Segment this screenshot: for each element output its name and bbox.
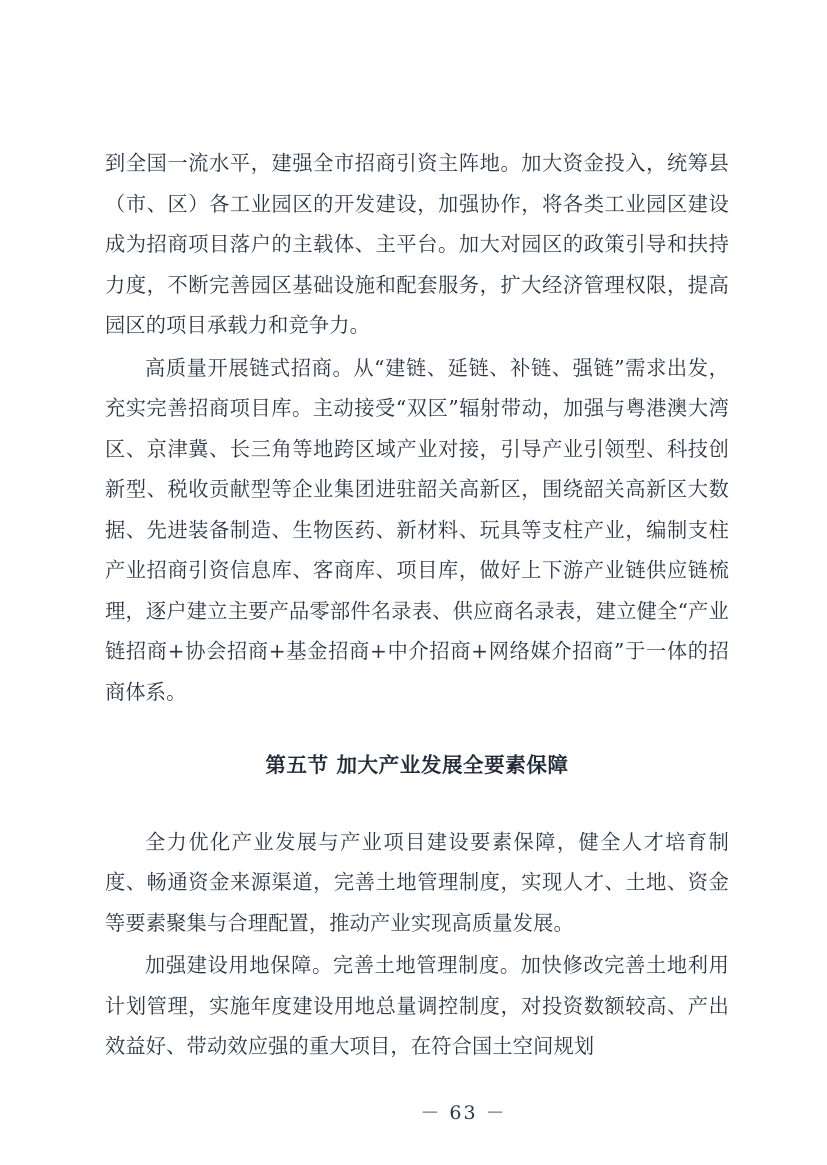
page-body (105, 143, 729, 1067)
paragraph-3: 全力优化产业发展与产业项目建设要素保障，健全人才培育制度、畅通资金来源渠道，完善土地管理制度，实现人才、土地、资金等要素聚集与合理配置，推动产业实现高质量发展。 (105, 829, 729, 935)
paragraph-2: 高质量开展链式招商。从“建链、延链、补链、强链”需求出发，充实完善招商项目库。主动接受“双区”辐射带动，加强与粤港澳大湾区、京津冀、长三角等地跨区域产业对接，引导产业引领型、科技创新型、税收贡献型等企业集团进驻韶关高新区，围绕韶关高新区大数据、先进装备制造、生物医药、新材料、玩具等支柱产业，编制支柱产业招商引资信息库、客商库、项目库，做好上下游产业链供应链梳理，逐户建立主要产品零部件名录表、供应商名录表，建立健全“产业链招商+协会招商+基金招商+中介招商+网络媒介招商”于一体的招商体系。 (105, 355, 729, 704)
paragraph-4: 加强建设用地保障。完善土地管理制度。加快修改完善土地利用计划管理，实施年度建设用地总量调控制度，对投资数额较高、产出效益好、带动效应强的重大项目，在符合国土空间规划 (105, 953, 729, 1058)
section-heading: 第五节 加大产业发展全要素保障 (265, 753, 569, 777)
heading-spacer-after (105, 786, 729, 822)
page-number: － 63 － (420, 1102, 507, 1124)
paragraph-1: 到全国一流水平，建强全市招商引资主阵地。加大资金投入，统筹县（市、区）各工业园区的开发建设，加强协作，将各类工业园区建设成为招商项目落户的主载体、主平台。加大对园区的政策引导和扶持力度，不断完善园区基础设施和配套服务，扩大经济管理权限，提高园区的项目承载力和竞争力。 (105, 151, 729, 337)
heading-spacer-before (105, 712, 729, 745)
